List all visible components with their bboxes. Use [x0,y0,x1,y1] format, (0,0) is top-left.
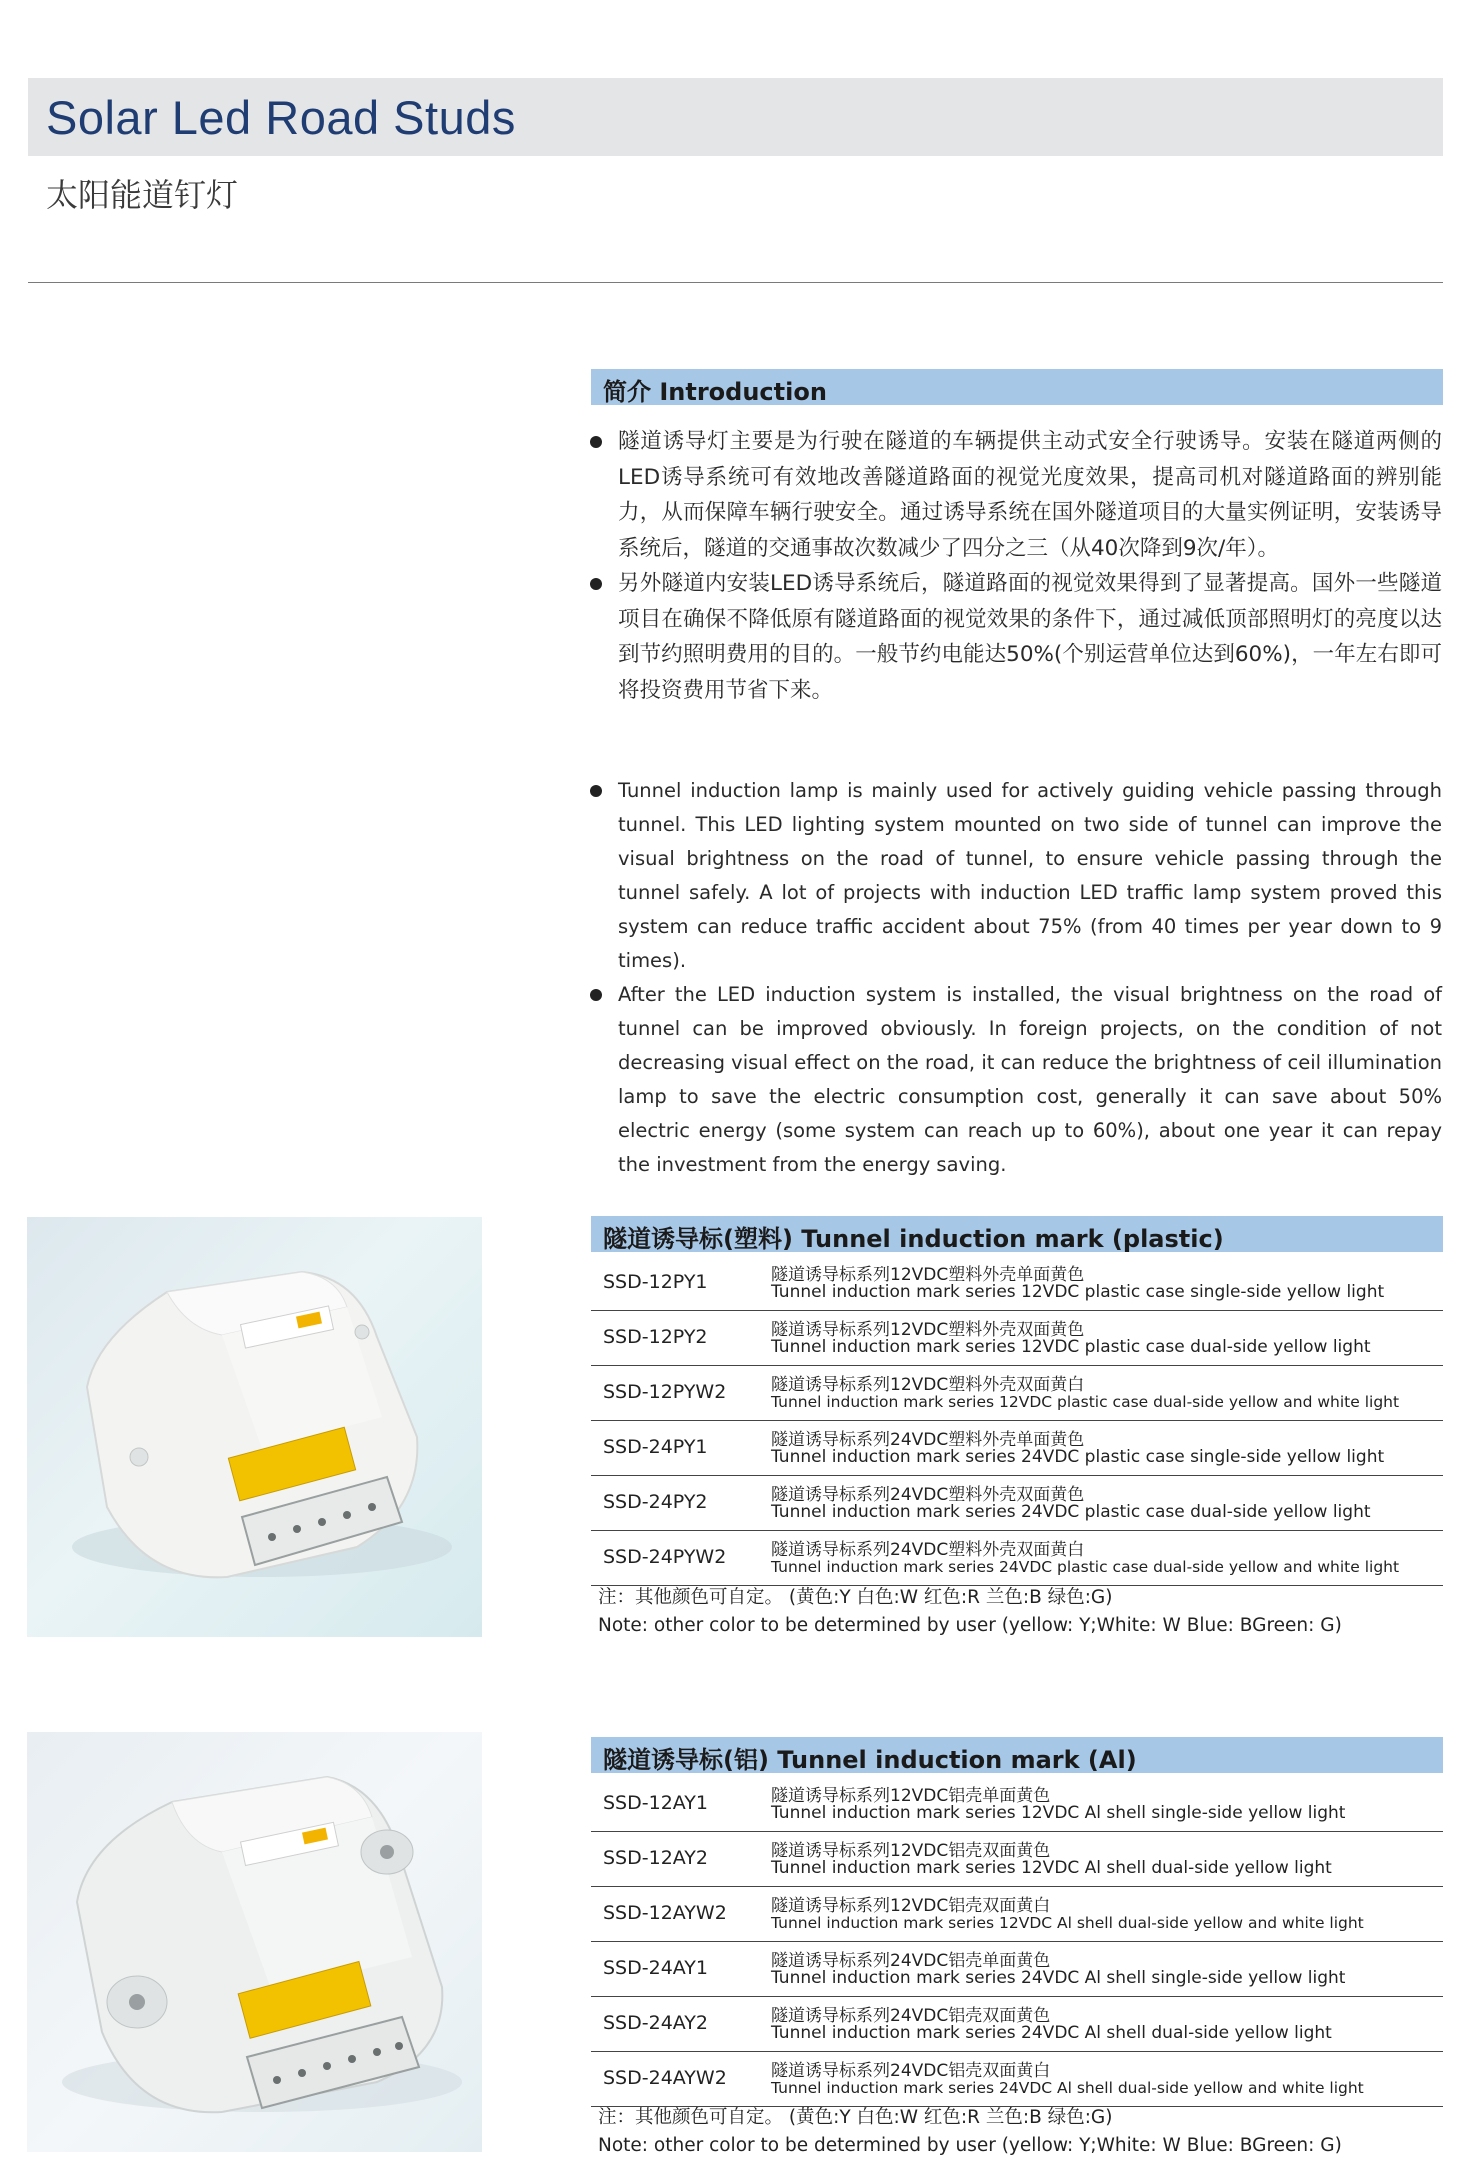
product-desc-en: Tunnel induction mark series 12VDC plastic case dual-side yellow light [771,1337,1371,1357]
table-row [591,1531,1443,1586]
product-desc-en: Tunnel induction mark series 12VDC Al shell dual-side yellow and white light [771,1914,1364,1932]
intro-en-list [590,774,1442,1182]
product-code: SSD-24AY1 [603,1957,709,1979]
product-desc-zh: 隧道诱导标系列12VDC塑料外壳双面黄色 [771,1320,1085,1340]
intro-heading: 简介 Introduction [603,378,827,406]
page-subtitle: 太阳能道钉灯 [46,176,239,214]
product-code: SSD-24AY2 [603,2012,709,2034]
intro-en-paragraph: After the LED induction system is installed, the visual brightness on the road of tunnel can be improved obviously. In foreign projects, on the condition of not decreasing visual effect on the road, it can reduce the brightness of ceil illumination lamp to save the electric consumption cost, generally it can save about 50% electric energy (some system can reach up to 60%), about one year it can repay the investment from the energy saving. [590,978,1442,1182]
product-desc-zh: 隧道诱导标系列12VDC铝壳双面黄白 [771,1896,1051,1916]
intro-heading-bar [591,369,1443,405]
product-code: SSD-12PY1 [603,1271,708,1293]
product-desc-en: Tunnel induction mark series 12VDC plastic case single-side yellow light [771,1282,1385,1302]
intro-zh-paragraph: 隧道诱导灯主要是为行驶在隧道的车辆提供主动式安全行驶诱导。安装在隧道两侧的LED诱导系统可有效地改善隧道路面的视觉光度效果，提高司机对隧道路面的辨别能力，从而保障车辆行驶安全。通过诱导系统在国外隧道项目的大量实例证明，安装诱导系统后，隧道的交通事故次数减少了四分之三（从40次降到9次/年）。 [590,424,1442,566]
table-row [591,1476,1443,1531]
table-row [591,1256,1443,1311]
product-desc-zh: 隧道诱导标系列24VDC塑料外壳单面黄色 [771,1430,1085,1450]
product-desc-zh: 隧道诱导标系列24VDC塑料外壳双面黄白 [771,1540,1085,1560]
product-code: SSD-12AYW2 [603,1902,727,1924]
product-desc-zh: 隧道诱导标系列24VDC铝壳单面黄色 [771,1951,1051,1971]
plastic-stud-photo [27,1217,482,1637]
al-table [591,1777,1443,2107]
product-desc-en: Tunnel induction mark series 12VDC Al shell dual-side yellow light [771,1858,1332,1878]
intro-zh-paragraph: 另外隧道内安装LED诱导系统后，隧道路面的视觉效果得到了显著提高。国外一些隧道项目在确保不降低原有隧道路面的视觉效果的条件下，通过减低顶部照明灯的亮度以达到节约照明费用的目的。一般节约电能达50%(个别运营单位达到60%)，一年左右即可将投资费用节省下来。 [590,566,1442,708]
table-row [591,1997,1443,2052]
table-row [591,1421,1443,1476]
product-desc-zh: 隧道诱导标系列24VDC铝壳双面黄白 [771,2061,1051,2081]
product-code: SSD-12AY2 [603,1847,709,1869]
table-row [591,1832,1443,1887]
header-divider [28,282,1443,283]
product-code: SSD-12PYW2 [603,1381,727,1403]
product-code: SSD-24PY2 [603,1491,708,1513]
product-desc-zh: 隧道诱导标系列24VDC塑料外壳双面黄色 [771,1485,1085,1505]
product-desc-en: Tunnel induction mark series 24VDC Al shell single-side yellow light [771,1968,1346,1988]
intro-en-paragraph: Tunnel induction lamp is mainly used for actively guiding vehicle passing through tunnel. This LED lighting system mounted on two side of tunnel can improve the visual brightness on the road of tunnel, to ensure vehicle passing through the tunnel safely. A lot of projects with induction LED traffic lamp system proved this system can reduce traffic accident about 75% (from 40 times per year down to 9 times). [590,774,1442,978]
plastic-note-zh: 注：其他颜色可自定。 (黄色:Y 白色:W 红色:R 兰色:B 绿色:G) [598,1587,1113,1608]
page-title: Solar Led Road Studs [46,91,516,144]
al-stud-photo [27,1732,482,2152]
product-desc-zh: 隧道诱导标系列24VDC铝壳双面黄色 [771,2006,1051,2026]
product-code: SSD-24AYW2 [603,2067,727,2089]
product-desc-zh: 隧道诱导标系列12VDC塑料外壳双面黄白 [771,1375,1085,1395]
al-heading: 隧道诱导标(铝) Tunnel induction mark (Al) [603,1746,1137,1774]
product-desc-en: Tunnel induction mark series 24VDC Al shell dual-side yellow light [771,2023,1332,2043]
al-stud-illustration [27,1732,482,2152]
product-desc-en: Tunnel induction mark series 12VDC Al shell single-side yellow light [771,1803,1346,1823]
product-code: SSD-12PY2 [603,1326,708,1348]
product-desc-en: Tunnel induction mark series 12VDC plastic case dual-side yellow and white light [771,1393,1400,1411]
product-desc-en: Tunnel induction mark series 24VDC plastic case dual-side yellow and white light [771,1558,1400,1576]
table-row [591,1311,1443,1366]
plastic-stud-illustration [27,1217,482,1637]
plastic-table [591,1256,1443,1586]
table-row [591,1366,1443,1421]
al-note-en: Note: other color to be determined by user (yellow: Y;White: W Blue: BGreen: G) [598,2135,1342,2156]
product-code: SSD-12AY1 [603,1792,709,1814]
al-note-zh: 注：其他颜色可自定。 (黄色:Y 白色:W 红色:R 兰色:B 绿色:G) [598,2107,1113,2128]
product-desc-zh: 隧道诱导标系列12VDC铝壳双面黄色 [771,1841,1051,1861]
table-row [591,2052,1443,2107]
product-code: SSD-24PYW2 [603,1546,727,1568]
product-desc-zh: 隧道诱导标系列12VDC铝壳单面黄色 [771,1786,1051,1806]
table-row [591,1942,1443,1997]
plastic-heading-bar [591,1216,1443,1252]
plastic-note-en: Note: other color to be determined by user (yellow: Y;White: W Blue: BGreen: G) [598,1615,1342,1636]
product-desc-en: Tunnel induction mark series 24VDC plastic case dual-side yellow light [771,1502,1371,1522]
table-row [591,1887,1443,1942]
intro-zh-list [590,424,1442,708]
table-row [591,1777,1443,1832]
product-code: SSD-24PY1 [603,1436,708,1458]
product-desc-zh: 隧道诱导标系列12VDC塑料外壳单面黄色 [771,1265,1085,1285]
product-desc-en: Tunnel induction mark series 24VDC Al shell dual-side yellow and white light [771,2079,1364,2097]
product-desc-en: Tunnel induction mark series 24VDC plastic case single-side yellow light [771,1447,1385,1467]
al-heading-bar [591,1737,1443,1773]
plastic-heading: 隧道诱导标(塑料) Tunnel induction mark (plastic) [603,1225,1224,1253]
